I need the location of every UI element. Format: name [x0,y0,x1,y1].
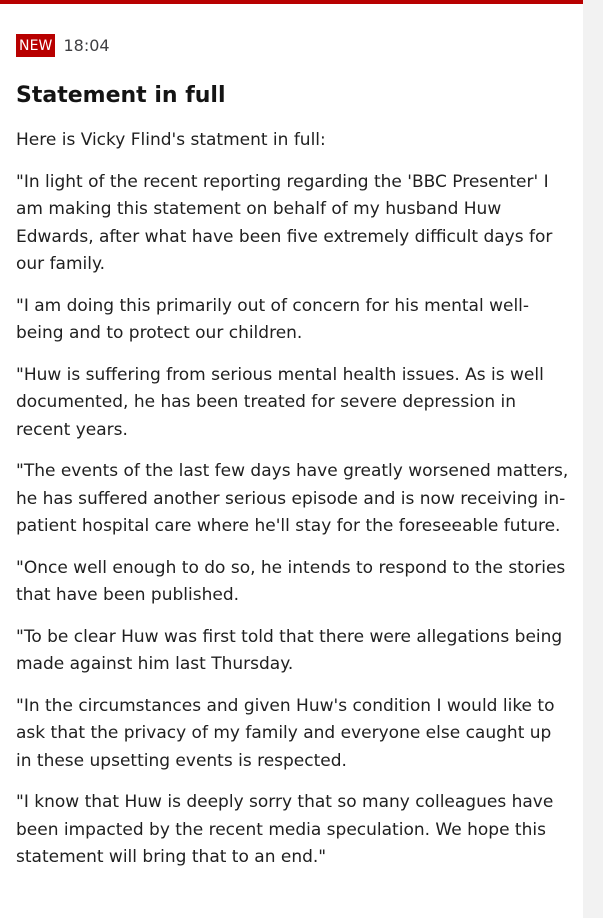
post-paragraph: "Huw is suffering from serious mental health issues. As is well documented, he has been treated for severe depression in recent years. [16,364,544,440]
post-paragraph: "The events of the last few days have greatly worsened matters, he has suffered another serious episode and is now receiving in-patient hospital care where he'll stay for the foreseeable future. [16,461,569,536]
post-paragraph: "In light of the recent reporting regarding the 'BBC Presenter' I am making this statement on behalf of my husband Huw Edwards, after what have been five extremely difficult days for our family. [16,171,553,274]
post-body [16,127,572,886]
post-paragraph: "In the circumstances and given Huw's condition I would like to ask that the privacy of my family and everyone else caught up in these upsetting events is respected. [16,695,555,771]
post-paragraph: "To be clear Huw was first told that there were allegations being made against him last Thursday. [16,626,563,674]
post-paragraph: "I am doing this primarily out of concern for his mental well-being and to protect our children. [16,295,530,343]
post-paragraph: "I know that Huw is deeply sorry that so many colleagues have been impacted by the recent media speculation. We hope this statement will bring that to an end." [16,792,554,867]
new-badge: NEW [16,34,55,57]
post-meta [16,34,110,57]
post-paragraph: Here is Vicky Flind's statment in full: [16,130,326,150]
post-paragraph: "Once well enough to do so, he intends to respond to the stories that have been published. [16,557,566,605]
post-timestamp: 18:04 [63,36,110,55]
post-title: Statement in full [16,83,226,108]
